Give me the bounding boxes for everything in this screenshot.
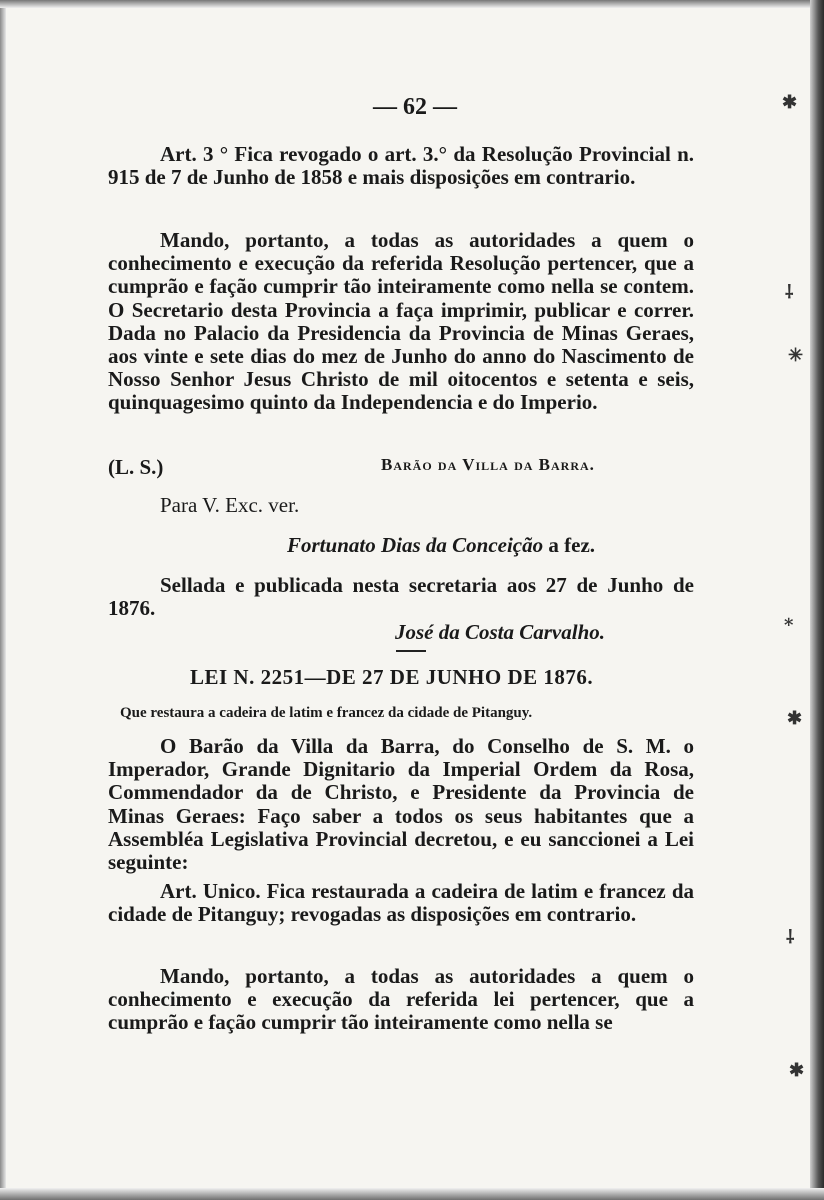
margin-speck-4: ⁎ xyxy=(784,610,794,630)
page-edge-top xyxy=(0,0,824,8)
article-3-paragraph: Art. 3 ° Fica revogado o art. 3.° da Resolução Provincial n. 915 de 7 de Junho de 1858 e mais disposições em contrario. xyxy=(108,142,694,190)
page-edge-right xyxy=(810,0,824,1200)
fortunato-name: Fortunato Dias da Conceição xyxy=(287,533,544,557)
seal-text: (L. S.) xyxy=(108,455,164,479)
page-number: — 62 — xyxy=(373,94,457,120)
sellada-paragraph: Sellada e publicada nesta secretaria aos 27 de Junho de 1876. xyxy=(108,573,694,621)
margin-speck-6: ⸸ xyxy=(786,927,795,947)
law-summary: Que restaura a cadeira de latim e francez da cidade de Pitanguy. xyxy=(120,705,533,721)
margin-speck-2: ⸸ xyxy=(785,282,794,302)
margin-speck-5: ✱ xyxy=(787,708,803,728)
margin-speck-3: ✳ xyxy=(788,345,804,365)
signature-jose: José da Costa Carvalho. xyxy=(395,620,606,644)
margin-speck-7: ✱ xyxy=(789,1060,805,1080)
page-edge-left xyxy=(0,0,6,1200)
section-rule xyxy=(396,650,426,652)
mando-paragraph-1: Mando, portanto, a todas as autoridades a quem o conhecimento e execução da referida Resolução pertencer, que a cumprão e fação cumprir tão inteiramente como nella se contem. O Secretario desta Provincia a faça imprimir, publicar e correr. Dada no Palacio da Presidencia da Provincia de Minas Geraes, aos vinte e sete dias do mez de Junho do anno do Nascimento de Nosso Senhor Jesus Christo de mil oitocentos e setenta e seis, quinquagesimo quinto da Independencia e do Imperio. xyxy=(108,228,694,415)
page-edge-bottom xyxy=(0,1188,824,1200)
signature-barao: Barão da Villa da Barra. xyxy=(381,455,595,474)
law-title: LEI N. 2251—DE 27 DE JUNHO DE 1876. xyxy=(190,665,594,689)
margin-speck-1: ✱ xyxy=(782,92,798,112)
mando-paragraph-2: Mando, portanto, a todas as autoridades a quem o conhecimento e execução da referida lei pertencer, que a cumprão e fação cumprir tão inteiramente como nella se xyxy=(108,964,694,1035)
barao-paragraph: O Barão da Villa da Barra, do Conselho de S. M. o Imperador, Grande Dignitario da Imperial Ordem da Rosa, Commendador da de Christo, e Presidente da Provincia de Minas Geraes: Faço saber a todos os seus habitantes que a Assembléa Legislativa Provincial decretou, e eu sanccionei a Lei seguinte: xyxy=(108,734,694,875)
para-exc-text: Para V. Exc. ver. xyxy=(160,493,300,517)
fortunato-line xyxy=(287,533,595,558)
article-unico-paragraph: Art. Unico. Fica restaurada a cadeira de latim e francez da cidade de Pitanguy; revogadas as disposições em contrario. xyxy=(108,879,694,927)
fortunato-suffix: a fez. xyxy=(548,533,596,557)
